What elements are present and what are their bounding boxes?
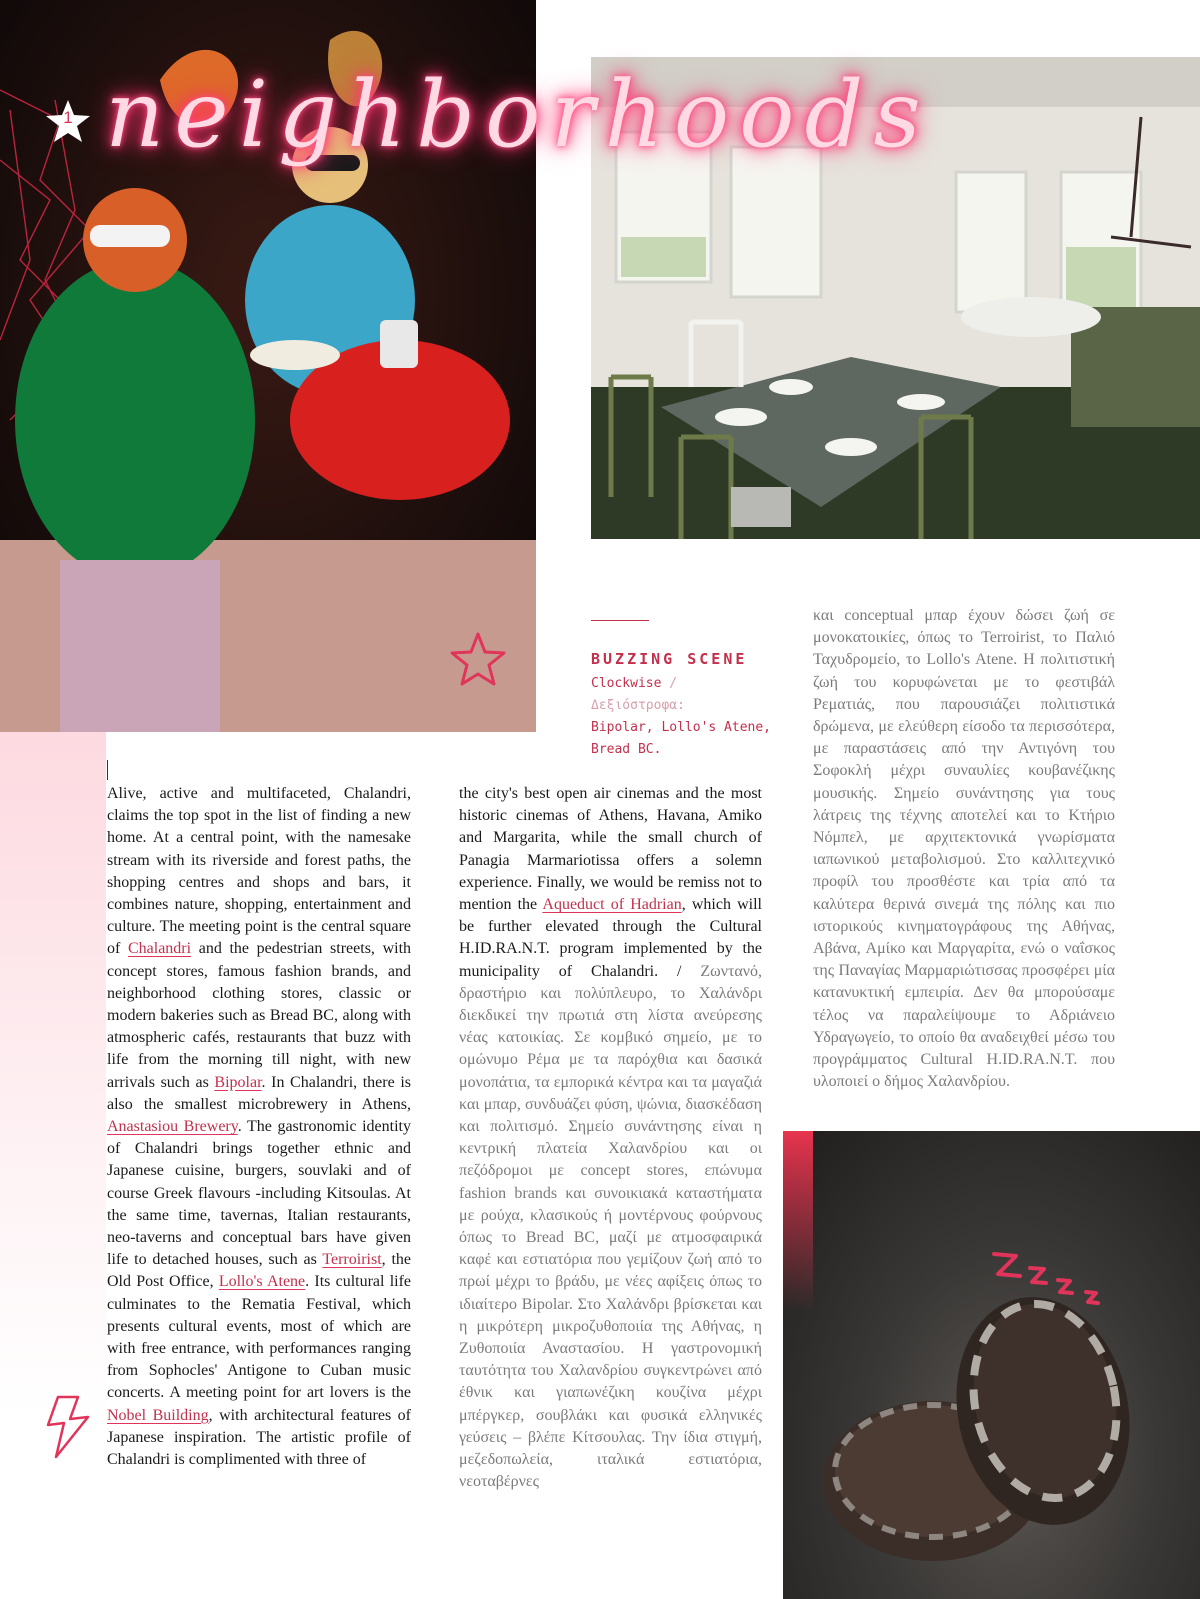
link-anastasiou-brewery[interactable]: Anastasiou Brewery [107, 1118, 238, 1136]
caption-rule [591, 620, 649, 621]
col1-text-5: , the Old Post Office, [107, 1251, 412, 1291]
col2-text-2: , which will be further elevated through the Cultural H.ID.RA.N.T. program implemented by the municipality of Chalandri. / [459, 896, 763, 980]
col1-text-3: . In Chalandri, there is also the smallest microbrewery in Athens, [107, 1073, 411, 1113]
article-column-2 [459, 783, 762, 1494]
neon-title: neighborhoods [105, 61, 931, 168]
red-accent-stripe [783, 1131, 813, 1311]
caption-en-label: Clockwise [591, 676, 662, 691]
star-outline-icon [448, 630, 508, 690]
pink-gradient-band [0, 732, 106, 1417]
col2-text-1: the city's best open air cinemas and the most historic cinemas of Athens, Havana, Amiko and Margarita, while the small church of Panagia Marmariotissa offers a solemn experience. Finally, we would be remiss not to mention the [459, 785, 762, 914]
link-bipolar[interactable]: Bipolar [214, 1073, 262, 1091]
photo-sleeping-bread [783, 1131, 1200, 1599]
caption-heading: BUZZING SCENE [591, 650, 748, 668]
col1-text-6: . Its cultural life culminates to the Rematia Festival, which presents cultural events, most of which are with free entrance, with performances ranging from Sophocles' Antigone to Cuban music concerts. A meeting point for art lovers is the [107, 1273, 412, 1402]
star-icon [44, 98, 92, 146]
caption-body [591, 673, 771, 761]
col2-greek-text: Ζωντανό, δραστήριο και πολύπλευρο, το Χαλάνδρι διεκδικεί την πρωτιά στη λίστα ανεύρεσης νέας κατοικίας. Σε κομβικό σημείο, με το ομώνυμο Ρέμα με τα παρόχθια και δασικά μονοπάτια, τα εμπορικά κέντρα και τα μαγαζιά και μπαρ, συνδυάζει φύση, ψώνια, διασκέδαση και πολιτισμό. Σημείο συνάντησης είναι η κεντρική πλατεία Χαλανδρίου και οι πεζόδρομοι με concept stores, επώνυμα fashion brands και συνοικιακά καταστήματα με ρούχα, κλασικούς ή μοντέρνους φούρνους όπως το Bread BC, μαζί με ατμοσφαιρικά καφέ και εστιατόρια που γεμίζουν ζωή από το πρωί μέχρι το βράδυ, με νέες αφίξεις όπως το ιδιαίτερο Bipolar. Στο Χαλάνδρι βρίσκεται και η μικρότερη μικροζυθοποιία της Αθήνας, η Ζυθοποιία Αναστασίου. Η γαστρονομική ταυτότητα του Χαλανδρίου συγκεντρώνει από έθνικ και γιαπωνέζικη κουζίνα μέχρι μπέργκερ, σουβλάκι και φυσικά ελληνικές γεύσεις – βλέπε Κίτσουλας. Την ίδια στιγμή, μεζεδοπωλεία, ιταλικά εστιατόρια, νεοταβέρνες [459, 962, 762, 1491]
section-number: 1 [63, 108, 73, 127]
text-start-mark [107, 760, 108, 780]
col1-text-2: and the pedestrian streets, with concept stores, famous fashion brands, and neighborhood clothing stores, classic or modern bakeries such as Bread BC, along with atmospheric cafés, restaurants that buzz with life from the morning till night, with new arrivals such as [107, 940, 412, 1091]
link-nobel-building[interactable]: Nobel Building [107, 1406, 209, 1424]
link-lollos-atene[interactable]: Lollo's Atene [218, 1273, 306, 1291]
zzz-icon [990, 1248, 1110, 1318]
link-aqueduct-of-hadrian[interactable]: Aqueduct of Hadrian [542, 896, 682, 914]
caption-sep: / [661, 676, 678, 691]
link-terroirist[interactable]: Terroirist [322, 1251, 382, 1269]
col1-text-7: , with architectural features of Japanese inspiration. The artistic profile of Chalandri is complimented with three of [107, 1406, 412, 1469]
link-chalandri[interactable]: Chalandri [127, 940, 192, 958]
caption-gr-label: Δεξιόστροφα: [591, 698, 685, 713]
col1-text-4: . The gastronomic identity of Chalandri brings together ethnic and Japanese cuisine, burgers, souvlaki and of course Greek flavours -including Kitsoulas. At the same time, tavernas, Italian restaurants, neo-taverns and conceptual bars have given life to detached houses, such as [107, 1118, 411, 1269]
lightning-bolt-icon [44, 1395, 92, 1459]
article-column-3: και conceptual μπαρ έχουν δώσει ζωή σε μονοκατοικίες, όπως το Terroirist, το Παλιό Ταχυδρομείο, το Lollo's Atene. Η πολιτιστική ζωή του κορυφώνεται με το φεστιβάλ Ρεματιάς, που παρουσιάζει πολιτιστικά δρώμενα, με ελεύθερη είσοδο τα περισσότερα, με παραστάσεις από την Αντιγόνη του Σοφοκλή μέχρι συναυλίες κουβανέζικης μουσικής. Σημείο συνάντησης για τους λάτρεις της τέχνης αποτελεί και το Κτήριο Νόμπελ, με αρχιτεκτονικά γνωρίσματα ιαπωνικού μεταβολισμού. Στο καλλιτεχνικό προφίλ του προσθέστε και τρία από τα καλύτερα θερινά σινεμά της πόλης και πιο ιστορικούς κινηματογράφους της Αθήνας, Αβάνα, Αμίκο και Μαργαρίτα, ενώ ο ναΐσκος της Παναγίας Μαρμαριώτισσας προσφέρει μία κατανυκτική εμπειρία. Δεν θα μπορούσαμε τέλος να παραλείψουμε το Αδριάνειο Υδραγωγείο, το οποίο θα αναδειχθεί μέσω του προγράμματος Cultural H.ID.RA.N.T. που υλοποιεί ο δήμος Χαλανδρίου. [813, 607, 1115, 1091]
article-column-1 [107, 783, 411, 1471]
col1-text-1: Alive, active and multifaceted, Chalandri, claims the top spot in the list of finding a new home. At a central point, with the namesake stream with its riverside and forest paths, the shopping centres and shops and bars, it combines nature, shopping, entertainment and culture. The meeting point is the central square of [107, 785, 411, 958]
caption-names: Bipolar, Lollo's Atene, Bread BC. [591, 720, 772, 757]
